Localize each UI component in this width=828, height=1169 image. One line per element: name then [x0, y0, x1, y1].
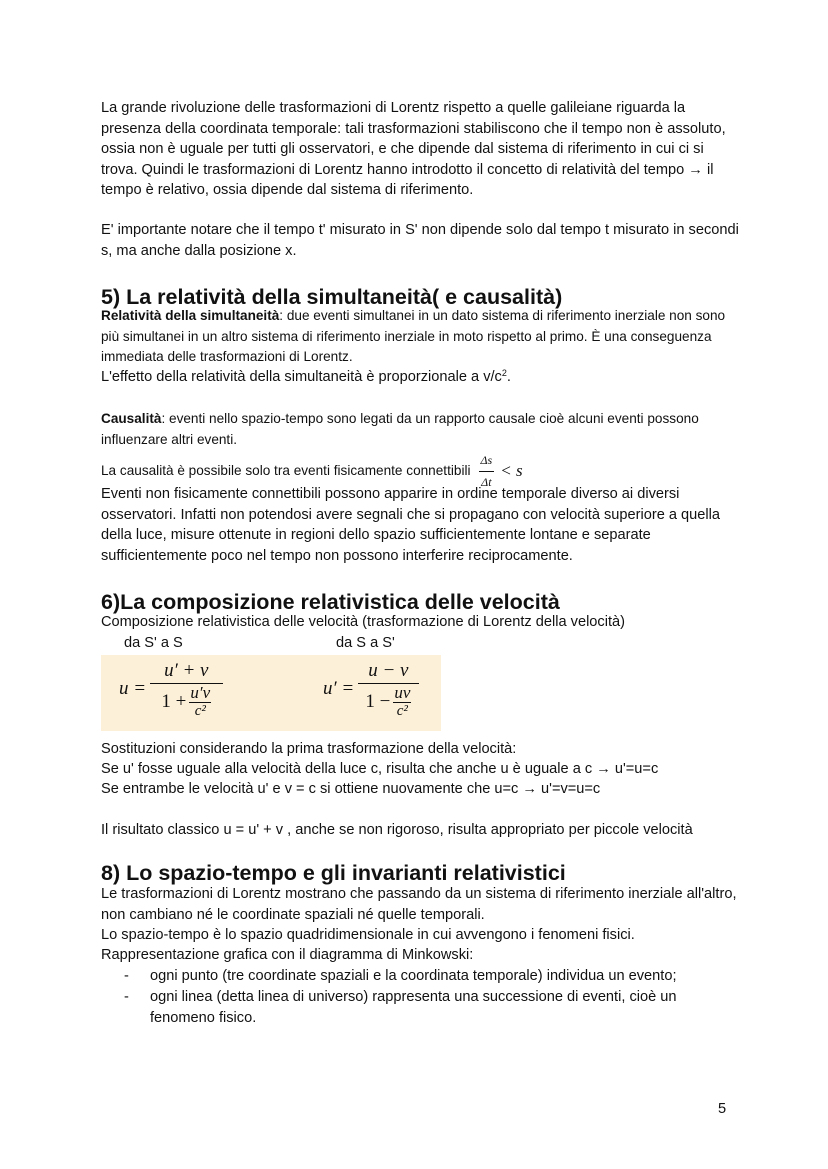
formula-u-sub-fraction: [189, 684, 211, 719]
substitution-1: Se u' fosse uguale alla velocità della luce c, risulta che anche u è uguale a c → u'=u=c: [101, 761, 659, 777]
formula-u-fraction: [150, 659, 222, 719]
spacetime-paragraph-3: Rappresentazione grafica con il diagramma di Minkowski:: [101, 947, 474, 963]
simultaneity-text: : due eventi simultanei in un dato sistema di riferimento inerziale non sono più simultanei in un altro sistema di riferimento inerziale in moto rispetto al primo. È una conseguenza immediata delle trasformazioni di Lorentz.: [101, 308, 726, 365]
simultaneity-term: Relatività della simultaneità: [101, 308, 280, 323]
causality-text: : eventi nello spazio-tempo sono legati da un rapporto causale cioè alcuni eventi possono influenzare altri eventi.: [101, 411, 699, 447]
classic-result: Il risultato classico u = u' + v , anche se non rigoroso, risulta appropriato per piccole velocità: [101, 822, 693, 838]
list-dash: -: [124, 968, 129, 984]
dt-denominator: Δt: [481, 474, 492, 489]
causality-condition-text: La causalità è possibile solo tra eventi fisicamente connettibili: [101, 462, 471, 478]
intro-paragraph-2: E' importante notare che il tempo t' misurato in S' non dipende solo dal tempo t misurato in secondi s, ma anche dalla posizione x.: [101, 222, 739, 259]
formula-u-denominator: [159, 684, 213, 719]
velocity-formulas-box: [101, 655, 441, 731]
formula-u-prime-lhs: u′ =: [323, 678, 355, 699]
causality-term: Causalità: [101, 411, 162, 426]
formula-u-lhs: u =: [119, 678, 147, 699]
simultaneity-paragraph: [101, 306, 741, 368]
formula-u-prime-den-one: 1 −: [365, 690, 391, 712]
events-paragraph: Eventi non fisicamente connettibili possono apparire in ordine temporale diverso ai diversi osservatori. Infatti non potendosi avere segnali che si propagano con velocità superiore a quella della luce, misure ottenute in regioni dello spazio sufficientemente lontane e separate sufficientemente poco nel tempo non possono interferire reciprocamente.: [101, 486, 721, 564]
causality-paragraph: [101, 409, 741, 450]
list-item-text: ogni linea (detta linea di universo) rappresenta una successione di eventi, cioè un fenomeno fisico.: [150, 989, 677, 1026]
formula-u-prime-sub-num: uv: [394, 683, 411, 702]
effect-end: .: [506, 369, 511, 385]
page-number: 5: [718, 1101, 727, 1117]
formula-u-sub-den: c²: [194, 703, 206, 719]
section-6-heading: 6)La composizione relativistica delle velocità: [101, 590, 560, 614]
formula-u-prime-denominator: [363, 684, 413, 719]
section-5-heading: 5) La relatività della simultaneità( e causalità): [101, 285, 563, 309]
effect-exponent: 2: [501, 368, 507, 378]
substitutions-intro: Sostituzioni considerando la prima trasformazione della velocità:: [101, 741, 517, 757]
velocity-subtitle: Composizione relativistica delle velocità (trasformazione di Lorentz della velocità): [101, 614, 625, 630]
label-s-prime-to-s: da S' a S: [124, 635, 183, 651]
formula-u-prime-numerator: u − v: [358, 659, 418, 684]
formula-u-sub-num: u′v: [190, 683, 211, 702]
formula-u-prime-sub-fraction: [393, 684, 411, 719]
ds-numerator: Δs: [479, 450, 495, 472]
formula-u: [119, 659, 223, 719]
formula-u-prime-sub-den: c²: [396, 703, 408, 719]
section-8-heading: 8) Lo spazio-tempo e gli invarianti relativistici: [101, 861, 566, 885]
list-item-text: ogni punto (tre coordinate spaziali e la coordinata temporale) individua un evento;: [150, 968, 677, 984]
formula-u-numerator: u′ + v: [150, 659, 222, 684]
list-dash: -: [124, 989, 129, 1005]
formula-u-prime: [323, 659, 419, 719]
intro-paragraph-1: La grande rivoluzione delle trasformazioni di Lorentz rispetto a quelle galileiane riguarda la presenza della coordinata temporale: tali trasformazioni stabiliscono che il tempo non è assoluto, ossia non è uguale per tutti gli osservatori, e che dipende dal sistema di riferimento in cui ci si trova. Quindi le trasformazioni di Lorentz hanno introdotto il concetto di relatività del tempo → il tempo è relativo, ossia dipende dal sistema di riferimento.: [101, 100, 726, 199]
effect-text: L'effetto della relatività della simultaneità è proporzionale a v/c: [101, 369, 502, 385]
formula-u-prime-fraction: [358, 659, 418, 719]
spacetime-paragraph-2: Lo spazio-tempo è lo spazio quadridimensionale in cui avvengono i fenomeni fisici.: [101, 927, 635, 943]
formula-u-den-one: 1 +: [161, 690, 187, 712]
less-than-s: < s: [500, 460, 523, 480]
substitution-2: Se entrambe le velocità u' e v = c si ottiene nuovamente che u=c → u'=v=u=c: [101, 781, 601, 797]
simultaneity-effect: [101, 367, 741, 388]
spacetime-paragraph-1: Le trasformazioni di Lorentz mostrano che passando da un sistema di riferimento inerziale all'altro, non cambiano né le coordinate spaziali né quelle temporali.: [101, 886, 737, 923]
label-s-to-s-prime: da S a S': [336, 635, 395, 651]
